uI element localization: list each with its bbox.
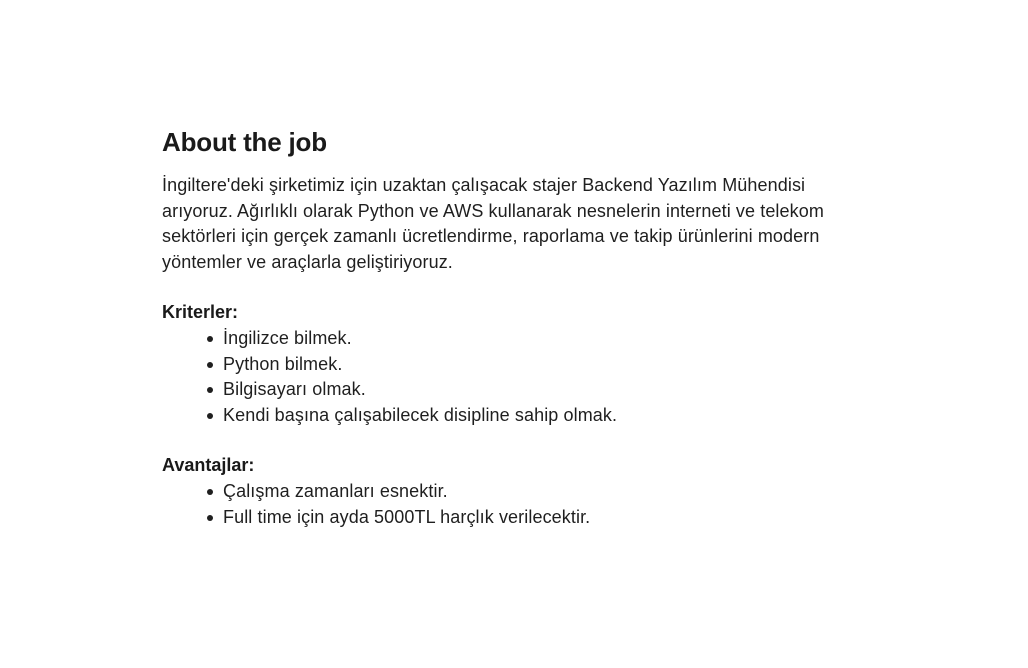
criteria-list-item: Kendi başına çalışabilecek disipline sahip olmak. — [223, 403, 872, 429]
criteria-list-item: Bilgisayarı olmak. — [223, 377, 872, 403]
job-section-title: About the job — [162, 127, 327, 157]
job-description-text: İngiltere'deki şirketimiz için uzaktan çalışacak stajer Backend Yazılım Mühendisi arıyoruz. Ağırlıklı olarak Python ve AWS kullanarak nesnelerin interneti ve telekom sektörleri için gerçek zamanlı ücretlendirme, raporlama ve takip ürünlerini modern yöntemler ve araçlarla geliştiriyoruz. — [162, 175, 824, 272]
job-content — [162, 124, 872, 530]
criteria-list-item: Python bilmek. — [223, 352, 872, 378]
criteria-list — [162, 326, 872, 428]
benefits-list — [162, 479, 872, 530]
criteria-list-item: İngilizce bilmek. — [223, 326, 872, 352]
benefits-list-item: Çalışma zamanları esnektir. — [223, 479, 872, 505]
criteria-heading: Kriterler: — [162, 302, 239, 323]
benefits-heading: Avantajlar: — [162, 455, 255, 476]
benefits-list-item: Full time için ayda 5000TL harçlık verilecektir. — [223, 505, 872, 531]
